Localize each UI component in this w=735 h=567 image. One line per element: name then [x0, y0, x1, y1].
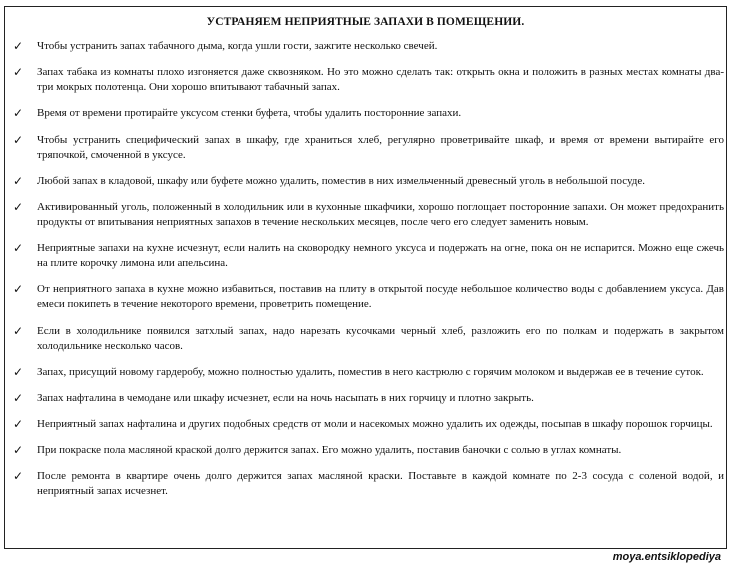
list-item-text: Время от времени протирайте уксусом стенки буфета, чтобы удалить посторонние запахи. [37, 107, 462, 120]
check-mark-icon: ✓ [13, 65, 24, 80]
list-item [13, 106, 724, 121]
list-item-text: Запах нафталина в чемодане или шкафу исчезнет, если на ночь насыпать в них горчицу и плотно закрыть. [37, 391, 534, 404]
list-item [13, 417, 724, 432]
list-item-text: Запах табака из комнаты плохо изгоняется даже сквозняком. Но это можно сделать так: открыть окна и положить в разных местах комнаты два-три мокрых полотенца. Они хорошо впитывают табачный запах. [37, 66, 724, 94]
tips-list [13, 39, 724, 511]
list-item [13, 174, 724, 189]
check-mark-icon: ✓ [13, 241, 24, 256]
check-mark-icon: ✓ [13, 469, 24, 484]
check-mark-icon: ✓ [13, 390, 24, 405]
check-mark-icon: ✓ [13, 132, 24, 147]
list-item [13, 200, 724, 230]
list-item-text: Любой запах в кладовой, шкафу или буфете можно удалить, поместив в них измельченный древесный уголь в небольшой посуде. [37, 174, 645, 187]
list-item-text: Чтобы устранить специфический запах в шкафу, где храниться хлеб, регулярно проветривайте шкаф, и время от времени вытирайте его тряпочкой, смоченной в уксусе. [37, 133, 724, 161]
list-item-text: Чтобы устранить запах табачного дыма, когда ушли гости, зажгите несколько свечей. [37, 40, 438, 52]
check-mark-icon: ✓ [13, 199, 24, 214]
check-mark-icon: ✓ [13, 173, 24, 188]
list-item [13, 365, 724, 380]
list-item-text: Неприятные запахи на кухне исчезнут, если налить на сковородку немного уксуса и подержать на огне, пока он не испарится. Можно еще сжечь на плите корочку лимона или апельсина. [37, 242, 724, 270]
list-item-text: Активированный уголь, положенный в холодильник или в кухонные шкафчики, хорошо поглощает посторонние запахи. Он может предохранить продукты от впитывания неприятных запахов в течение нескольких месяцев, после чего его следует заменить новым. [37, 200, 724, 228]
list-item [13, 391, 724, 406]
check-mark-icon: ✓ [13, 106, 24, 121]
list-item-text: Запах, присущий новому гардеробу, можно полностью удалить, поместив в него кастрюлю с горячим молоком и выдержав ее в течение суток. [37, 365, 704, 378]
list-item [13, 469, 724, 499]
list-item [13, 282, 724, 312]
document-title: УСТРАНЯЕМ НЕПРИЯТНЫЕ ЗАПАХИ В ПОМЕЩЕНИИ. [206, 16, 525, 28]
list-item [13, 133, 724, 163]
check-mark-icon: ✓ [13, 39, 24, 53]
list-item [13, 443, 724, 458]
list-item-text: После ремонта в квартире очень долго держится запах масляной краски. Поставьте в каждой комнате по 2-3 сосуда с соленой водой, и неприятный запах исчезнет. [37, 470, 724, 498]
list-item-text: Если в холодильнике появился затхлый запах, надо нарезать кусочками черный хлеб, разложить его по полкам и подержать в закрытом холодильнике несколько часов. [37, 324, 724, 352]
check-mark-icon: ✓ [13, 417, 24, 432]
check-mark-icon: ✓ [13, 282, 24, 297]
list-item-text: Неприятный запах нафталина и других подобных средств от моли и насекомых можно удалить их одежды, посыпав в шкафу порошок горчицы. [37, 418, 713, 431]
check-mark-icon: ✓ [13, 364, 24, 379]
list-item-text: От неприятного запаха в кухне можно избавиться, поставив на плиту в открытой посуде небольшое количество воды с добавлением уксуса. Дав емеси покипеть в течение некоторого времени, проветрить помещение. [37, 283, 724, 311]
list-item [13, 39, 724, 54]
check-mark-icon: ✓ [13, 323, 24, 338]
list-item-text: При покраске пола масляной краской долго держится запах. Его можно удалить, поставив баночки с солью в углах комнаты. [37, 444, 622, 457]
site-watermark: moya.entsiklopediya [612, 551, 721, 563]
document-frame [4, 6, 727, 549]
check-mark-icon: ✓ [13, 443, 24, 458]
list-item [13, 241, 724, 271]
list-item [13, 65, 724, 95]
list-item [13, 324, 724, 354]
